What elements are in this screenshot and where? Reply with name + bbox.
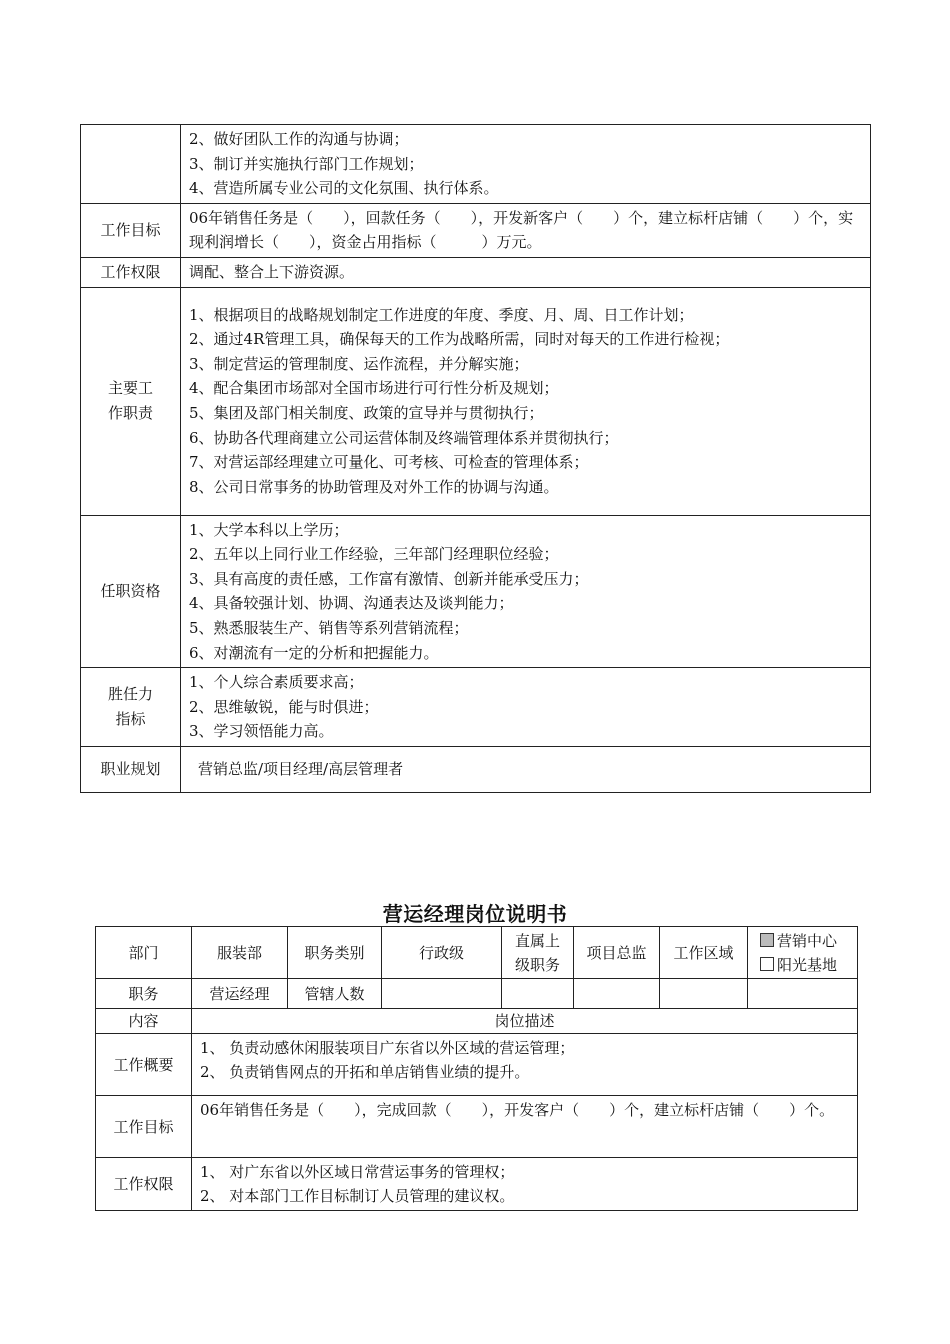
dept-label: 部门 (96, 927, 192, 979)
description-label: 岗位描述 (192, 1009, 858, 1034)
continued-label-cell (81, 125, 181, 204)
area-label: 工作区域 (660, 927, 748, 979)
superior-label: 直属上级职务 (502, 927, 574, 979)
list-item: 2、做好团队工作的沟通与协调； (189, 130, 409, 148)
overview-list (192, 1034, 858, 1096)
competency-label: 胜任力指标 (81, 668, 181, 747)
empty-cell (748, 979, 858, 1009)
qualification-label: 任职资格 (81, 515, 181, 668)
list-item: 4、营造所属专业公司的文化氛围、执行体系。 (189, 179, 499, 198)
operations-manager-table (95, 926, 858, 1211)
duties-list (181, 287, 871, 515)
position-label: 职务 (96, 979, 192, 1009)
list-item: 1、大学本科以上学历； (189, 520, 349, 539)
list-item: 2、 对本部门工作目标制订人员管理的建议权。 (200, 1187, 515, 1205)
list-item: 1、 负责动感休闲服装项目广东省以外区域的营运管理； (200, 1039, 575, 1057)
dept-value: 服装部 (192, 927, 288, 979)
subordinates-label: 管辖人数 (288, 979, 382, 1009)
list-item: 5、熟悉服装生产、销售等系列营销流程； (189, 618, 469, 637)
superior-value: 项目总监 (574, 927, 660, 979)
overview-label: 工作概要 (96, 1034, 192, 1096)
empty-cell (574, 979, 660, 1009)
list-item: 7、对营运部经理建立可量化、可考核、可检查的管理体系； (189, 453, 589, 472)
area-option-sunshine[interactable]: 阳光基地 (748, 953, 857, 977)
qualification-list (181, 515, 871, 668)
list-item: 2、 负责销售网点的开拓和单店销售业绩的提升。 (200, 1063, 530, 1081)
goal-text: 06年销售任务是（ ），回款任务（ ），开发新客户（ ）个，建立标杆店铺（ ）个，实现利润增长（ ），资金占用指标（ ）万元。 (181, 203, 871, 257)
list-item: 1、个人综合素质要求高； (189, 673, 364, 692)
list-item: 3、制订并实施执行部门工作规划； (189, 154, 424, 173)
goal-text-2: 06年销售任务是（ ），完成回款（ ），开发客户（ ）个，建立标杆店铺（ ）个。 (192, 1096, 858, 1158)
category-value: 行政级 (382, 927, 502, 979)
list-item: 4、配合集团市场部对全国市场进行可行性分析及规划； (189, 379, 559, 398)
list-item: 2、通过4R管理工具，确保每天的工作为战略所需，同时对每天的工作进行检视； (189, 330, 730, 349)
authority-label: 工作权限 (81, 257, 181, 287)
category-label: 职务类别 (288, 927, 382, 979)
empty-cell (660, 979, 748, 1009)
list-item: 3、具有高度的责任感，工作富有激情、创新并能承受压力； (189, 569, 589, 588)
checkbox-icon (760, 957, 774, 971)
area-option-marketing[interactable]: 营销中心 (748, 929, 857, 953)
authority-list-2 (192, 1158, 858, 1211)
career-text: 营销总监/项目经理/高层管理者 (181, 746, 871, 792)
authority-label-2: 工作权限 (96, 1158, 192, 1211)
list-item: 1、 对广东省以外区域日常营运事务的管理权； (200, 1163, 515, 1181)
empty-cell (502, 979, 574, 1009)
list-item: 2、思维敏锐，能与时俱进； (189, 697, 379, 716)
career-label: 职业规划 (81, 746, 181, 792)
list-item: 6、协助各代理商建立公司运营体制及终端管理体系并贯彻执行； (189, 428, 619, 447)
list-item: 3、学习领悟能力高。 (189, 722, 334, 741)
empty-cell (382, 979, 502, 1009)
duties-label: 主要工作职责 (81, 287, 181, 515)
list-item: 6、对潮流有一定的分析和把握能力。 (189, 643, 439, 662)
list-item: 8、公司日常事务的协助管理及对外工作的协调与沟通。 (189, 477, 559, 496)
continued-duties-cell (181, 125, 871, 204)
job-description-table-continued (80, 124, 871, 793)
list-item: 5、集团及部门相关制度、政策的宣导并与贯彻执行； (189, 404, 544, 423)
list-item: 3、制定营运的管理制度、运作流程，并分解实施； (189, 354, 529, 373)
area-options (748, 927, 858, 979)
competency-list (181, 668, 871, 747)
list-item: 4、具备较强计划、协调、沟通表达及谈判能力； (189, 594, 514, 613)
position-value: 营运经理 (192, 979, 288, 1009)
content-label: 内容 (96, 1009, 192, 1034)
goal-label: 工作目标 (81, 203, 181, 257)
page-title: 营运经理岗位说明书 (382, 902, 568, 926)
checkbox-icon (760, 933, 774, 947)
authority-text: 调配、整合上下游资源。 (181, 257, 871, 287)
list-item: 1、根据项目的战略规划制定工作进度的年度、季度、月、周、日工作计划； (189, 305, 694, 324)
list-item: 2、五年以上同行业工作经验，三年部门经理职位经验； (189, 545, 559, 564)
goal-label-2: 工作目标 (96, 1096, 192, 1158)
